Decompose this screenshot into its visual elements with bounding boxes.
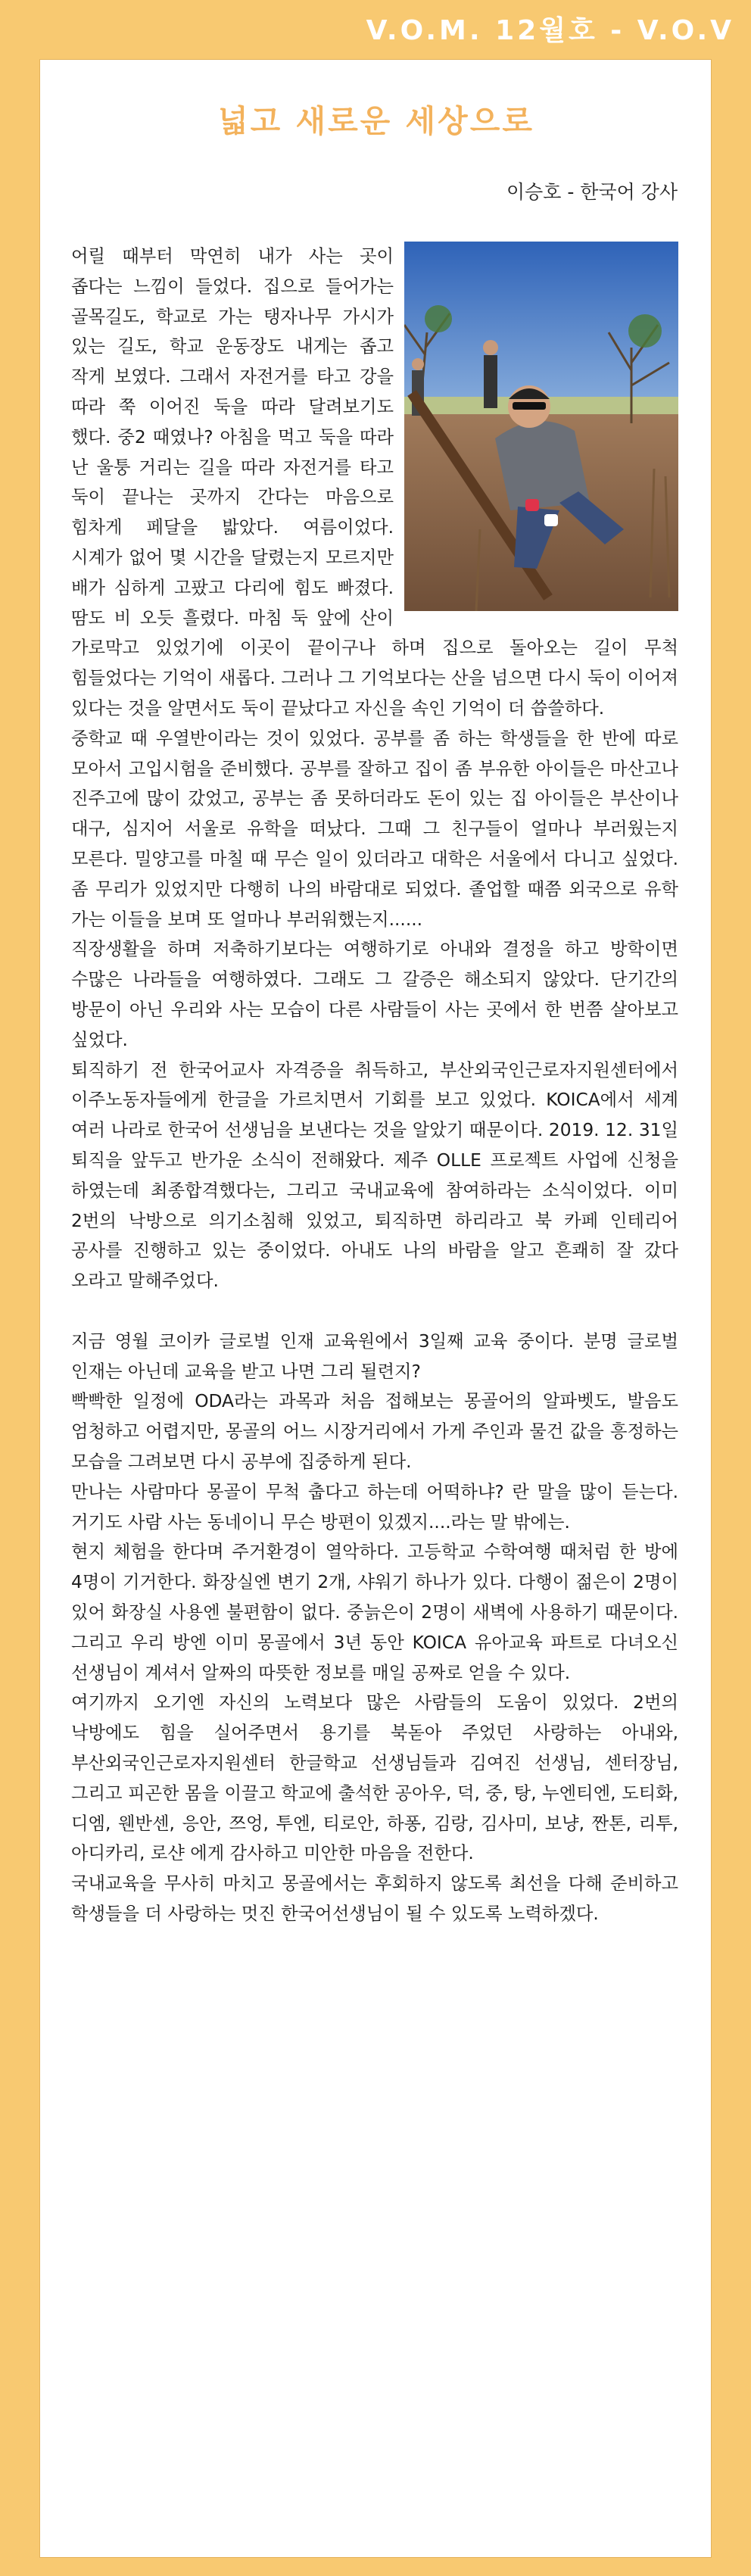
- tree-planting-photo: [404, 242, 678, 611]
- article-paragraph: 퇴직하기 전 한국어교사 자격증을 취득하고, 부산외국인근로자지원센터에서 이주노동자들에게 한글을 가르치면서 기회를 보고 있었다. KOICA에서 세계 여러 나라로 한국어 선생님을 보낸다는 것을 알았기 때문이다. 2019. 12. 31일 퇴직을 앞두고 반가운 소식이 전해왔다. 제주 OLLE 프로젝트 사업에 신청을 하였는데 최종합격했다는, 그리고 국내교육에 참여하라는 소식이었다. 이미 2번의 낙방으로 의기소침해 있었고, 퇴직하면 하리라고 북 카페 인테리어 공사를 진행하고 있는 중이었다. 아내도 나의 바람을 알고 흔쾌히 잘 갔다 오라고 말해주었다.: [71, 1059, 678, 1292]
- article-container: [39, 59, 712, 2558]
- article-paragraph: 직장생활을 하며 저축하기보다는 여행하기로 아내와 결정을 하고 방학이면 수많은 나라들을 여행하였다. 그래도 그 갈증은 해소되지 않았다. 단기간의 방문이 아닌 우리와 사는 모습이 다른 사람들이 사는 곳에서 한 번쯤 살아보고 싶었다.: [71, 939, 678, 1050]
- paragraph-gap: [71, 1296, 678, 1327]
- newsletter-header: [0, 0, 751, 59]
- article-paragraph: 중학교 때 우열반이라는 것이 있었다. 공부를 좀 하는 학생들을 한 반에 따로 모아서 고입시험을 준비했다. 공부를 잘하고 집이 좀 부유한 아이들은 마산고나 진주고에 많이 갔었고, 공부는 좀 못하더라도 돈이 있는 집 아이들은 부산이나 대구, 심지어 서울로 유학을 떠났다. 그때 그 친구들이 얼마나 부러웠는지 모른다. 밀양고를 마칠 때 무슨 일이 있더라고 대학은 서울에서 다니고 싶었다. 좀 무리가 있었지만 다행히 나의 바람대로 되었다. 졸업할 때쯤 외국으로 유학 가는 이들을 보며 또 얼마나 부러워했는지......: [71, 728, 678, 930]
- newsletter-title: V.O.M. 12월호 - V.O.V: [366, 15, 734, 46]
- article-body: [71, 242, 678, 1929]
- article-paragraph: 국내교육을 무사히 마치고 몽골에서는 후회하지 않도록 최선을 다해 준비하고 학생들을 더 사랑하는 멋진 한국어선생님이 될 수 있도록 노력하겠다.: [71, 1873, 678, 1925]
- article-title: 넓고 새로운 세상으로: [217, 103, 534, 139]
- article-paragraph: 여기까지 오기엔 자신의 노력보다 많은 사람들의 도움이 있었다. 2번의 낙방에도 힘을 실어주면서 용기를 북돋아 주었던 사랑하는 아내와, 부산외국인근로자지원센터 한글학교 선생님들과 김여진 선생님, 센터장님, 그리고 피곤한 몸을 이끌고 학교에 출석한 공아우, 덕, 중, 탕, 누엔티엔, 도티화, 디엠, 웬반센, 응안, 쯔엉, 투엔, 티로안, 하퐁, 김랑, 김사미, 보냥, 짠톤, 리투, 아디카리, 로샨 에게 감사하고 미안한 마음을 전한다.: [71, 1692, 678, 1864]
- article-paragraph: 지금 영월 코이카 글로벌 인재 교육원에서 3일째 교육 중이다. 분명 글로벌 인재는 아닌데 교육을 받고 나면 그리 될련지?: [71, 1330, 678, 1382]
- article-paragraph: 현지 체험을 한다며 주거환경이 열악하다. 고등학교 수학여행 때처럼 한 방에 4명이 기거한다. 화장실엔 변기 2개, 샤워기 하나가 있다. 다행이 젊은이 2명이 있어 화장실 사용엔 불편함이 없다. 중늙은이 2명이 새벽에 사용하기 때문이다. 그리고 우리 방엔 이미 몽골에서 3년 동안 KOICA 유아교육 파트로 다녀오신 선생님이 계셔서 알짜의 따뜻한 정보를 매일 공짜로 얻을 수 있다.: [71, 1542, 678, 1683]
- article-paragraph: 빡빡한 일정에 ODA라는 과목과 처음 접해보는 몽골어의 알파벳도, 발음도 엄청하고 어렵지만, 몽골의 어느 시장거리에서 가게 주인과 물건 값을 흥정하는 모습을 그려보면 다시 공부에 집중하게 된다.: [71, 1391, 678, 1473]
- article-paragraph: 만나는 사람마다 몽골이 무척 춥다고 하는데 어떡하냐? 란 말을 많이 듣는다. 거기도 사람 사는 동네이니 무슨 방편이 있겠지....라는 말 밖에는.: [71, 1481, 678, 1533]
- article-paragraph: 어릴 때부터 막연히 내가 사는 곳이 좁다는 느낌이 들었다. 집으로 들어가는 골목길도, 학교로 가는 탱자나무 가시가 있는 길도, 학교 운동장도 내게는 좁고 작게 보였다. 그래서 자전거를 타고 강을 따라 쭉 이어진 둑을 따라 달려보기도 했다. 중2 때였나? 아침을 먹고 둑을 따라 난 울퉁 거리는 길을 따라 자전거를 타고 둑이 끝나는 곳까지 간다는 마음으로 힘차게 페달을 밟았다. 여름이었다. 시계가 없어 몇 시간을 달렸는지 모르지만 배가 심하게 고팠고 다리에 힘도 빠졌다. 땀도 비 오듯 흘렸다. 마침 둑 앞에 산이 가로막고 있었기에 이곳이 끝이구나 하며 집으로 돌아오는 길이 무척 힘들었다는 기억이 새롭다. 그러나 그 기억보다는 산을 넘으면 다시 둑이 이어져 있다는 것을 알면서도 둑이 끝났다고 자신을 속인 기억이 더 씁쓸하다.: [71, 246, 678, 719]
- article-byline: 이승호 - 한국어 강사: [506, 181, 678, 203]
